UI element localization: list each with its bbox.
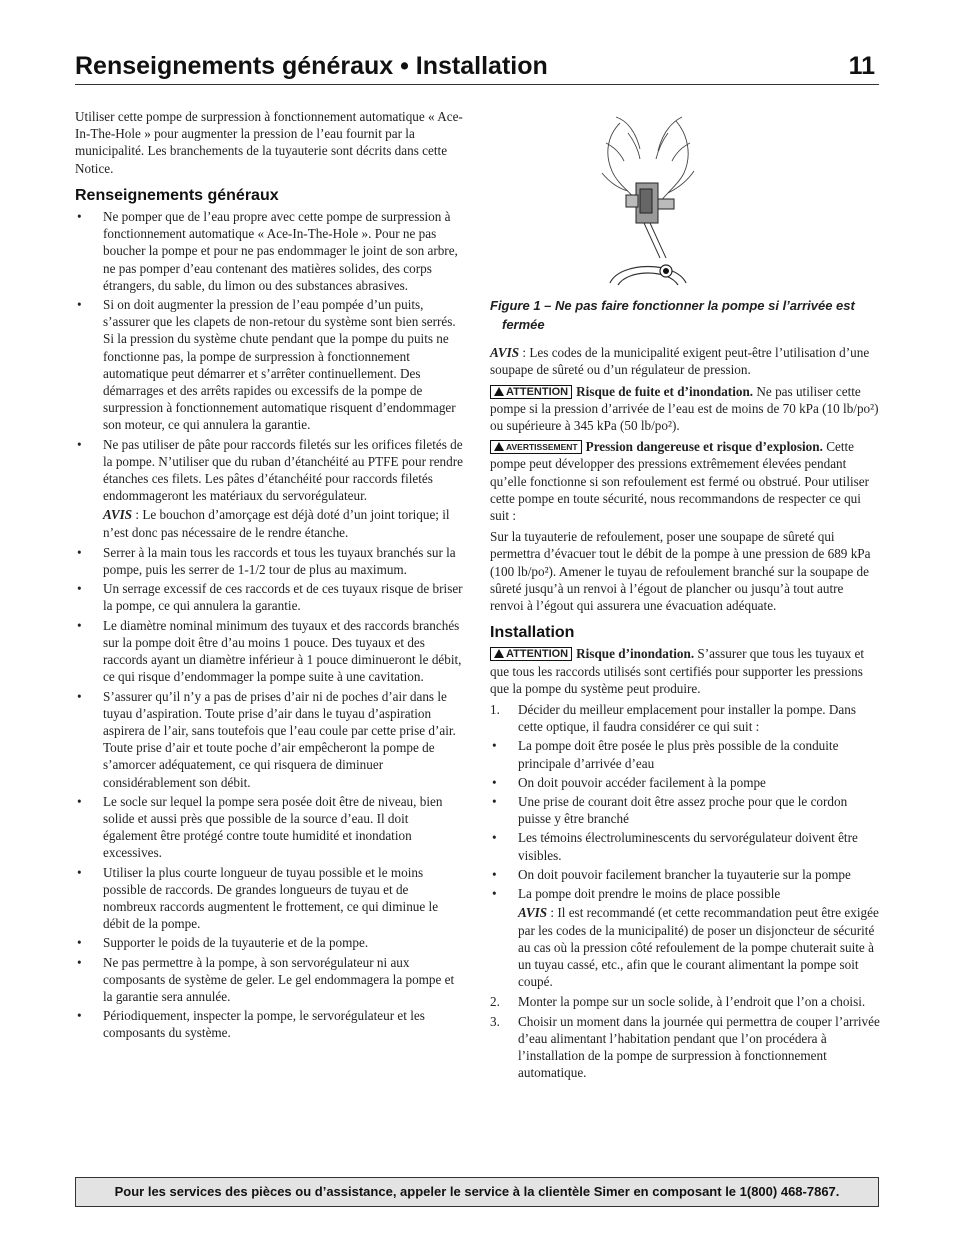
step-text: Décider du meilleur emplacement pour installer la pompe. Dans cette optique, il faudra considérer ce qui suit :	[518, 702, 856, 735]
breaker-note	[490, 904, 880, 990]
installation-steps	[490, 701, 880, 735]
note-label: AVIS	[103, 507, 133, 523]
list-item: • Ne pomper que de l’eau propre avec cette pompe de surpression à fonctionnement automatique « Ace-In-The-Hole ». Pour ne pas boucher la pompe et pour ne pas endommager le joint de son arbre, ne pas pomper d’eau contenant des matières solides, des corps étrangers, du sable, du limon ou des substances abrasives.	[75, 208, 465, 294]
list-item: • Si on doit augmenter la pression de l’eau pompée d’un puits, s’assurer que les clapets de non-retour du système sont bien serrés. Si la pression du système chute pendant que la pompe du puits ne fonctionne pas, la pompe de surpression à fonctionnement automatique peut démarrer et s’arrêter continuellement. Des démarrages et des arrêts rapides ou excessifs de la pompe de surpression à fonctionnement automatique risquent d’endommager son moteur, ce qui annulera la garantie.	[75, 296, 465, 434]
list-item: • On doit pouvoir accéder facilement à la pompe	[490, 774, 880, 791]
warning-text: Cette pompe peut développer des pressions extrêmement élevées pendant qu’elle fonctionne si son refoulement est fermé ou obstrué. Pour utiliser cette pompe en toute sécurité, nous recommandons de respecter ce qui suit :	[490, 439, 870, 524]
section-heading-general: Renseignements généraux	[75, 186, 279, 204]
avis-paragraph	[490, 344, 880, 378]
avis-label: AVIS	[490, 345, 520, 361]
general-info-list-continued	[75, 544, 465, 1042]
list-item: • Le diamètre nominal minimum des tuyaux et des raccords branchés sur la pompe doit être d’au moins 1 pouce. Des tuyaux et des raccords ayant un diamètre inférieur à 1 pouce diminueront le débit, ce qui risque d’endommager la pompe suite à une cavitation.	[75, 617, 465, 686]
list-item: • Un serrage excessif de ces raccords et de ces tuyaux risque de briser la pompe, ce qui annulera la garantie.	[75, 580, 465, 614]
attention-badge	[490, 647, 572, 661]
list-item: • La pompe doit prendre le moins de place possible	[490, 885, 880, 902]
warning-lead: Risque de fuite et d’inondation.	[576, 383, 754, 399]
step-text: Monter la pompe sur un socle solide, à l’endroit que l’on a choisi.	[518, 994, 866, 1010]
list-item: • Supporter le poids de la tuyauterie et de la pompe.	[75, 934, 465, 951]
note-label: AVIS	[518, 905, 548, 921]
service-contact-footer: Pour les services des pièces ou d’assistance, appeler le service à la clientèle Simer en composant le 1(800) 468-7867.	[75, 1177, 879, 1207]
warning-lead: Pression dangereuse et risque d’explosion.	[585, 439, 823, 455]
location-criteria-list	[490, 737, 880, 902]
attention-badge	[490, 385, 572, 399]
step-item	[490, 701, 880, 735]
warning-pressure	[490, 438, 880, 524]
attention-label: ATTENTION	[506, 385, 569, 398]
figure-caption: Figure 1 – Ne pas faire fonctionner la pompe si l’arrivée est fermée	[490, 298, 855, 333]
warning-text: S’assurer que tous les tuyaux et que tous les raccords utilisés sont certifiés pour supporter les pressions que la pompe du système peut produire.	[490, 646, 865, 696]
warning-triangle-icon	[494, 649, 504, 658]
list-item: • Périodiquement, inspecter la pompe, le servorégulateur et les composants du système.	[75, 1007, 465, 1041]
list-item: • S’assurer qu’il n’y a pas de prises d’air ni de poches d’air dans le tuyau d’aspiration. Toute prise d’air dans le tuyau d’aspiration aspirera de l’air, sans toutefois que l’eau coule par cette prise d’air. Toute prise d’air et toute poche d’air empêcheront la pompe de s’amorcer adéquatement, ce qui risquera de diminuer considérablement son débit.	[75, 688, 465, 791]
list-item: • On doit pouvoir facilement brancher la tuyauterie sur la pompe	[490, 866, 880, 883]
list-item: • Utiliser la plus courte longueur de tuyau possible et le moins possible de raccords. De grandes longueurs de tuyau et de nombreux raccords augmentent le frottement, ce qui diminue le débit de la pompe.	[75, 864, 465, 933]
step-number: 2.	[490, 994, 500, 1010]
right-column	[490, 108, 880, 1083]
note-text: : Il est recommandé (et cette recommandation peut être exigée par les codes de la municipalité) de poser un disjoncteur de sécurité au cas où la pression côté refoulement de la pompe chuterait suite à un tuyau cassé, etc., afin que le courant alimentant la pompe soit coupé.	[518, 905, 879, 990]
pump-closed-inlet-illustration	[598, 113, 698, 288]
step-item	[490, 993, 880, 1010]
list-item: • Ne pas permettre à la pompe, à son servorégulateur ni aux composants de système de geler. Le gel endommagera la pompe et la garantie sera annulée.	[75, 954, 465, 1006]
list-item: • Ne pas utiliser de pâte pour raccords filetés sur les orifices filetés de la pompe. N’utiliser que du ruban d’étanchéité au PTFE pour rendre étanches ces filets. Les pâtes d’étanchéité pour raccords filetés endommageront les matériaux du servorégulateur.	[75, 436, 465, 505]
page-header	[75, 48, 879, 85]
step-item	[490, 1013, 880, 1082]
list-item: • Le socle sur lequel la pompe sera posée doit être de niveau, bien solide et aussi près que possible de la source d’eau. Il doit également être protégé contre toute humidité et inondation excessives.	[75, 793, 465, 862]
relief-valve-paragraph: Sur la tuyauterie de refoulement, poser une soupape de sûreté qui permettra d’évacuer tout le débit de la pompe à une pression de 689 kPa (100 lb/po²). Amener le tuyau de refoulement branché sur la soupape de sûreté jusqu’à un renvoi à l’égout de plancher ou jusqu’à tout autre renvoi à l’égout qui assurera une évacuation adéquate.	[490, 529, 871, 614]
section-heading-installation: Installation	[490, 624, 575, 642]
warning-text: Ne pas utiliser cette pompe si la pression d’arrivée de l’eau est de moins de 70 kPa (10 lb/po²) ou supérieure à 345 kPa (50 lb/po²).	[490, 383, 879, 434]
installation-steps-continued	[490, 993, 880, 1081]
warning-lead: Risque d’inondation.	[576, 646, 695, 662]
list-item: • Serrer à la main tous les raccords et tous les tuyaux branchés sur la pompe, puis les serrer de 1-1/2 tour de plus au maximum.	[75, 544, 465, 578]
warning-leak	[490, 383, 880, 435]
avis-text: : Les codes de la municipalité exigent peut-être l’utilisation d’une soupape de sûreté ou d’un régulateur de pression.	[490, 345, 870, 378]
warning-flood	[490, 645, 880, 697]
list-item: • Une prise de courant doit être assez proche pour que le cordon puisse y être branché	[490, 793, 880, 827]
intro-paragraph: Utiliser cette pompe de surpression à fonctionnement automatique « Ace-In-The-Hole » pour augmenter la pression de l’eau fournit par la municipalité. Les branchements de la tuyauterie sont décrits dans cette Notice.	[75, 109, 463, 176]
primer-note	[75, 506, 465, 540]
list-item: • La pompe doit être posée le plus près possible de la conduite principale d’arrivée d’eau	[490, 737, 880, 771]
warning-triangle-icon	[494, 387, 504, 396]
page-title: Renseignements généraux • Installation	[75, 52, 548, 80]
note-text: : Le bouchon d’amorçage est déjà doté d’un joint torique; il n’est donc pas nécessaire de le rendre étanche.	[103, 507, 450, 540]
page-number: 11	[848, 52, 875, 80]
step-number: 3.	[490, 1013, 500, 1029]
general-info-list	[75, 208, 465, 504]
list-item: • Les témoins électroluminescents du servorégulateur doivent être visibles.	[490, 829, 880, 863]
step-text: Choisir un moment dans la journée qui permettra de couper l’arrivée d’eau alimentant l’habitation pendant que l’on procédera à l’installation de la pompe de surpression à fonctionnement automatique.	[518, 1013, 880, 1081]
avertissement-label: AVERTISSEMENT	[506, 442, 578, 453]
attention-label: ATTENTION	[506, 648, 569, 661]
left-column	[75, 108, 465, 1044]
warning-triangle-icon	[494, 442, 504, 451]
avertissement-badge	[490, 440, 582, 454]
step-number: 1.	[490, 702, 500, 718]
